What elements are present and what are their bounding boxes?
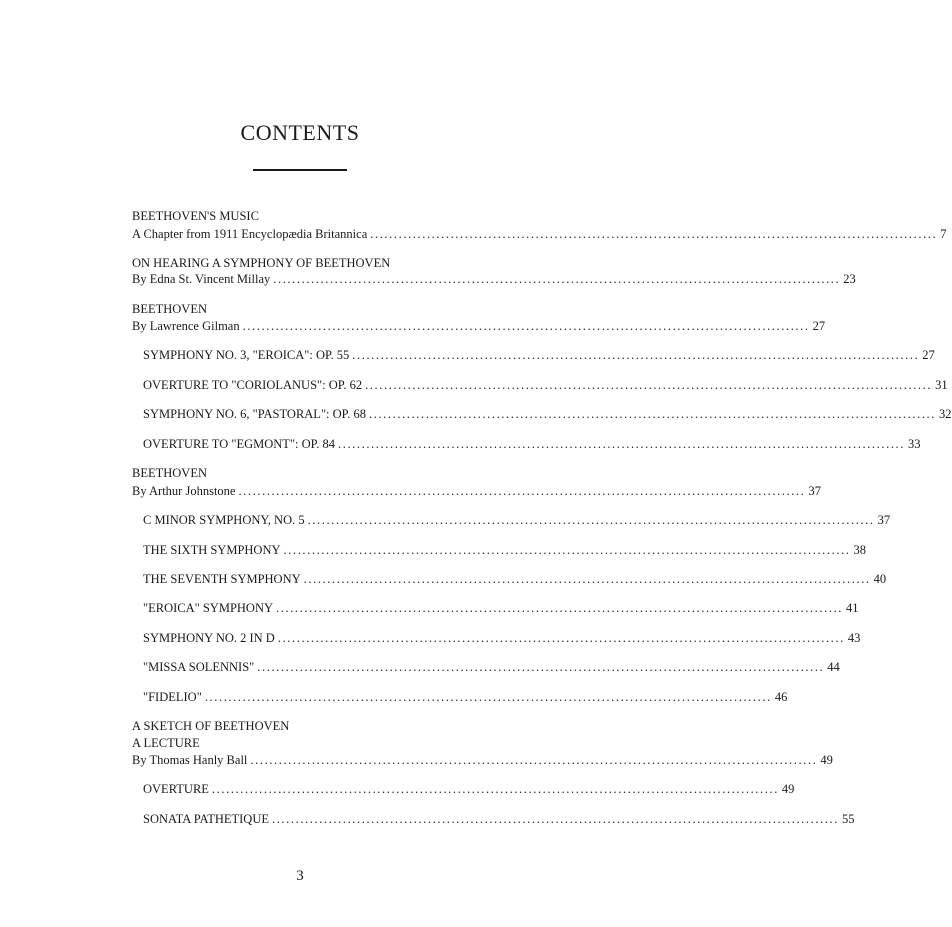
toc-subentry[interactable]	[143, 406, 952, 422]
dot-leader: ........................................................................................................................	[370, 227, 938, 241]
dot-leader: ........................................................................................................................	[257, 660, 825, 674]
toc-entry[interactable]	[132, 271, 856, 287]
toc-entry[interactable]	[132, 226, 947, 242]
contents-title: CONTENTS	[240, 120, 360, 145]
toc-page-number: 27	[922, 348, 935, 362]
dot-leader: ........................................................................................................................	[277, 631, 845, 645]
toc-subentry[interactable]	[143, 630, 861, 646]
toc-page-number: 40	[873, 572, 887, 586]
toc-entry-text: SYMPHONY NO. 6, "PASTORAL": OP. 68	[143, 407, 366, 421]
toc-entry-text: SONATA PATHETIQUE	[143, 812, 269, 826]
toc-entry-text: By Edna St. Vincent Millay	[132, 272, 271, 286]
dot-leader: ........................................................................................................................	[273, 272, 841, 286]
toc-page-number: 23	[843, 272, 856, 286]
toc-heading: BEETHOVEN'S MUSIC	[132, 209, 259, 223]
dot-leader: ........................................................................................................................	[238, 484, 806, 498]
toc-entry-text: "EROICA" SYMPHONY	[143, 601, 274, 615]
toc-page-number: 41	[846, 601, 859, 615]
toc-page-number: 37	[808, 484, 821, 498]
toc-entry-text: C MINOR SYMPHONY, NO. 5	[143, 513, 305, 527]
toc-page-number: 49	[820, 753, 833, 767]
dot-leader: ........................................................................................................................	[303, 572, 871, 586]
toc-entry-text: THE SIXTH SYMPHONY	[143, 543, 281, 557]
toc-page-number: 49	[781, 782, 795, 796]
toc-page-number: 43	[847, 631, 861, 645]
toc-subentry[interactable]	[143, 600, 859, 616]
toc-subentry[interactable]	[143, 377, 948, 393]
toc-heading: BEETHOVEN	[132, 466, 207, 480]
toc-subentry[interactable]	[143, 542, 867, 558]
toc-heading: A SKETCH OF BEETHOVEN	[132, 719, 290, 733]
toc-entry-text: A Chapter from 1911 Encyclopædia Britannica	[132, 227, 368, 241]
dot-leader: ........................................................................................................................	[211, 782, 779, 796]
dot-leader: ........................................................................................................................	[283, 543, 851, 557]
dot-leader: ........................................................................................................................	[369, 407, 936, 421]
toc-page-number: 55	[841, 812, 855, 826]
dot-leader: ........................................................................................................................	[271, 812, 839, 826]
toc-subentry[interactable]	[143, 436, 921, 452]
toc-page-number: 27	[812, 319, 826, 333]
toc-subentry[interactable]	[143, 689, 788, 705]
dot-leader: ........................................................................................................................	[204, 690, 772, 704]
toc-subentry[interactable]	[143, 659, 840, 675]
toc-page-number: 31	[935, 378, 948, 392]
dot-leader: ........................................................................................................................	[338, 437, 905, 451]
toc-page-number: 44	[827, 660, 840, 674]
toc-entry-text: OVERTURE TO "CORIOLANUS": OP. 62	[143, 378, 363, 392]
toc-entry-text: "MISSA SOLENNIS"	[143, 660, 255, 674]
toc-page-number: 46	[774, 690, 788, 704]
toc-subentry[interactable]	[143, 347, 935, 363]
dot-leader: ........................................................................................................................	[250, 753, 818, 767]
toc-entry-text: "FIDELIO"	[143, 690, 202, 704]
toc-subentry[interactable]	[143, 811, 855, 827]
toc-subentry[interactable]	[143, 512, 891, 528]
toc-entry-text: By Thomas Hanly Ball	[132, 753, 248, 767]
toc-entry-text: By Lawrence Gilman	[132, 319, 240, 333]
title-rule	[253, 169, 347, 171]
toc-heading: ON HEARING A SYMPHONY OF BEETHOVEN	[132, 256, 391, 270]
dot-leader: ........................................................................................................................	[307, 513, 875, 527]
toc-subentry[interactable]	[143, 571, 887, 587]
toc-page-number: 32	[939, 407, 952, 421]
toc-subentry[interactable]	[143, 781, 795, 797]
toc-entry-text: OVERTURE	[143, 782, 209, 796]
dot-leader: ........................................................................................................................	[365, 378, 933, 392]
toc-heading: BEETHOVEN	[132, 302, 207, 316]
toc-page-number: 37	[877, 513, 891, 527]
dot-leader: ........................................................................................................................	[352, 348, 920, 362]
toc-entry[interactable]	[132, 483, 821, 499]
toc-entry[interactable]	[132, 318, 826, 334]
toc-entry[interactable]	[132, 752, 833, 768]
dot-leader: ........................................................................................................................	[242, 319, 810, 333]
toc-entry-text: SYMPHONY NO. 3, "EROICA": OP. 55	[143, 348, 350, 362]
toc-entry-text: SYMPHONY NO. 2 IN D	[143, 631, 275, 645]
toc-heading: A LECTURE	[132, 736, 200, 750]
toc-page-number: 38	[853, 543, 867, 557]
page-number: 3	[296, 868, 304, 884]
toc-page-number: 7	[940, 227, 947, 241]
dot-leader: ........................................................................................................................	[276, 601, 844, 615]
toc-entry-text: THE SEVENTH SYMPHONY	[143, 572, 301, 586]
toc-entry-text: OVERTURE TO "EGMONT": OP. 84	[143, 437, 335, 451]
toc-page-number: 33	[908, 437, 921, 451]
toc-entry-text: By Arthur Johnstone	[132, 484, 236, 498]
